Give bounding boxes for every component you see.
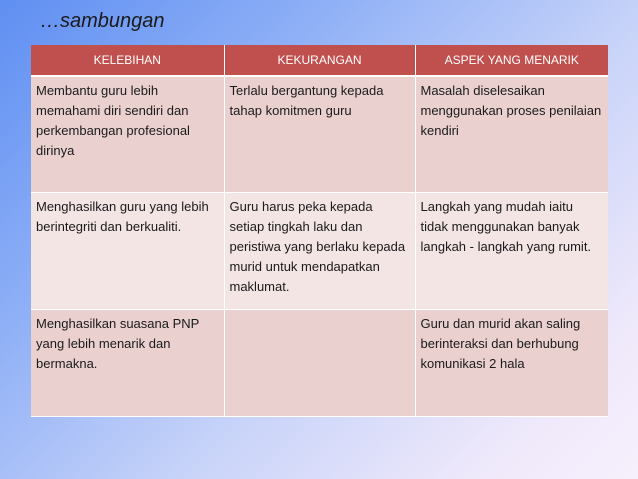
table-cell: Langkah yang mudah iaitu tidak menggunakan banyak langkah - langkah yang rumit. xyxy=(415,192,608,309)
header-aspek-yang-menarik: ASPEK YANG MENARIK xyxy=(415,45,608,76)
table-header-row xyxy=(31,45,608,76)
table-row xyxy=(31,192,608,309)
header-kelebihan: KELEBIHAN xyxy=(31,45,224,76)
table-cell: Masalah diselesaikan menggunakan proses penilaian kendiri xyxy=(415,76,608,192)
table-cell: Guru harus peka kepada setiap tingkah laku dan peristiwa yang berlaku kepada murid untuk mendapatkan maklumat. xyxy=(224,192,415,309)
table-cell xyxy=(224,309,415,416)
table-cell: Menghasilkan suasana PNP yang lebih menarik dan bermakna. xyxy=(31,309,224,416)
table-cell: Terlalu bergantung kepada tahap komitmen guru xyxy=(224,76,415,192)
table-cell: Membantu guru lebih memahami diri sendiri dan perkembangan profesional dirinya xyxy=(31,76,224,192)
comparison-table xyxy=(31,45,608,417)
table-row xyxy=(31,309,608,416)
header-kekurangan: KEKURANGAN xyxy=(224,45,415,76)
table-cell: Guru dan murid akan saling berinteraksi dan berhubung komunikasi 2 hala xyxy=(415,309,608,416)
table-cell: Menghasilkan guru yang lebih berintegriti dan berkualiti. xyxy=(31,192,224,309)
table-row xyxy=(31,76,608,192)
slide-title: …sambungan xyxy=(40,10,165,32)
